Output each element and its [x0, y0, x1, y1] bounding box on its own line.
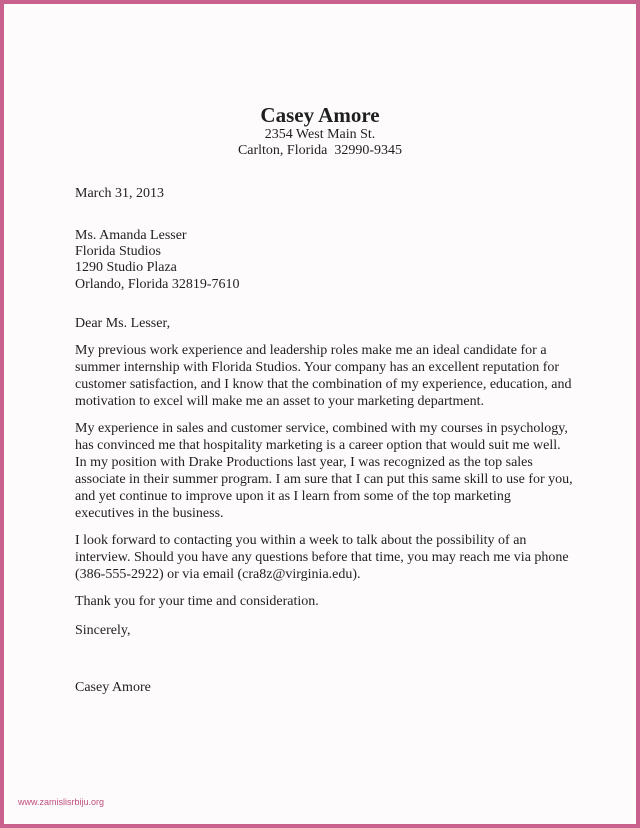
sender-address-city: Carlton, Florida 32990-9345 — [237, 142, 403, 158]
signature-name: Casey Amore — [75, 680, 151, 695]
date-line: March 31, 2013 — [75, 186, 165, 201]
sender-address-street: 2354 West Main St. — [264, 127, 376, 142]
recipient-city: Orlando, Florida 32819-7610 — [75, 276, 240, 292]
watermark-url: www.zamislisrbiju.org — [18, 797, 105, 807]
letter-body — [75, 315, 573, 706]
recipient-street: 1290 Studio Plaza — [75, 260, 177, 276]
sender-name: Casey Amore — [260, 103, 380, 127]
recipient-block — [75, 228, 239, 293]
body-paragraph-4: Thank you for your time and consideration. — [75, 594, 319, 609]
sender-block — [4, 103, 636, 158]
closing: Sincerely, — [75, 623, 131, 638]
salutation: Dear Ms. Lesser, — [75, 316, 171, 331]
body-paragraph-2: My experience in sales and customer service, combined with my courses in psychology, has convinced me that hospitality marketing is a career option that would suit me well. In my position with Drake Productions last year, I was recognized as the top sales associate in their summer program. I am sure that I can put this same skill to use for you, and yet continue to improve upon it as I learn from some of the top marketing executives in the business. — [75, 421, 573, 521]
body-paragraph-3: I look forward to contacting you within a week to talk about the possibility of an interview. Should you have any questions before that time, you may reach me via phone (386-555-2922) or via email (cra8z@virginia.edu). — [75, 533, 569, 582]
recipient-company: Florida Studios — [75, 244, 161, 260]
recipient-name: Ms. Amanda Lesser — [75, 228, 187, 243]
body-paragraph-1: My previous work experience and leadership roles make me an ideal candidate for a summer internship with Florida Studios. Your company has an excellent reputation for customer satisfaction, and I know that the combination of my experience, education, and motivation to excel will make me an asset to your marketing department. — [75, 343, 572, 409]
